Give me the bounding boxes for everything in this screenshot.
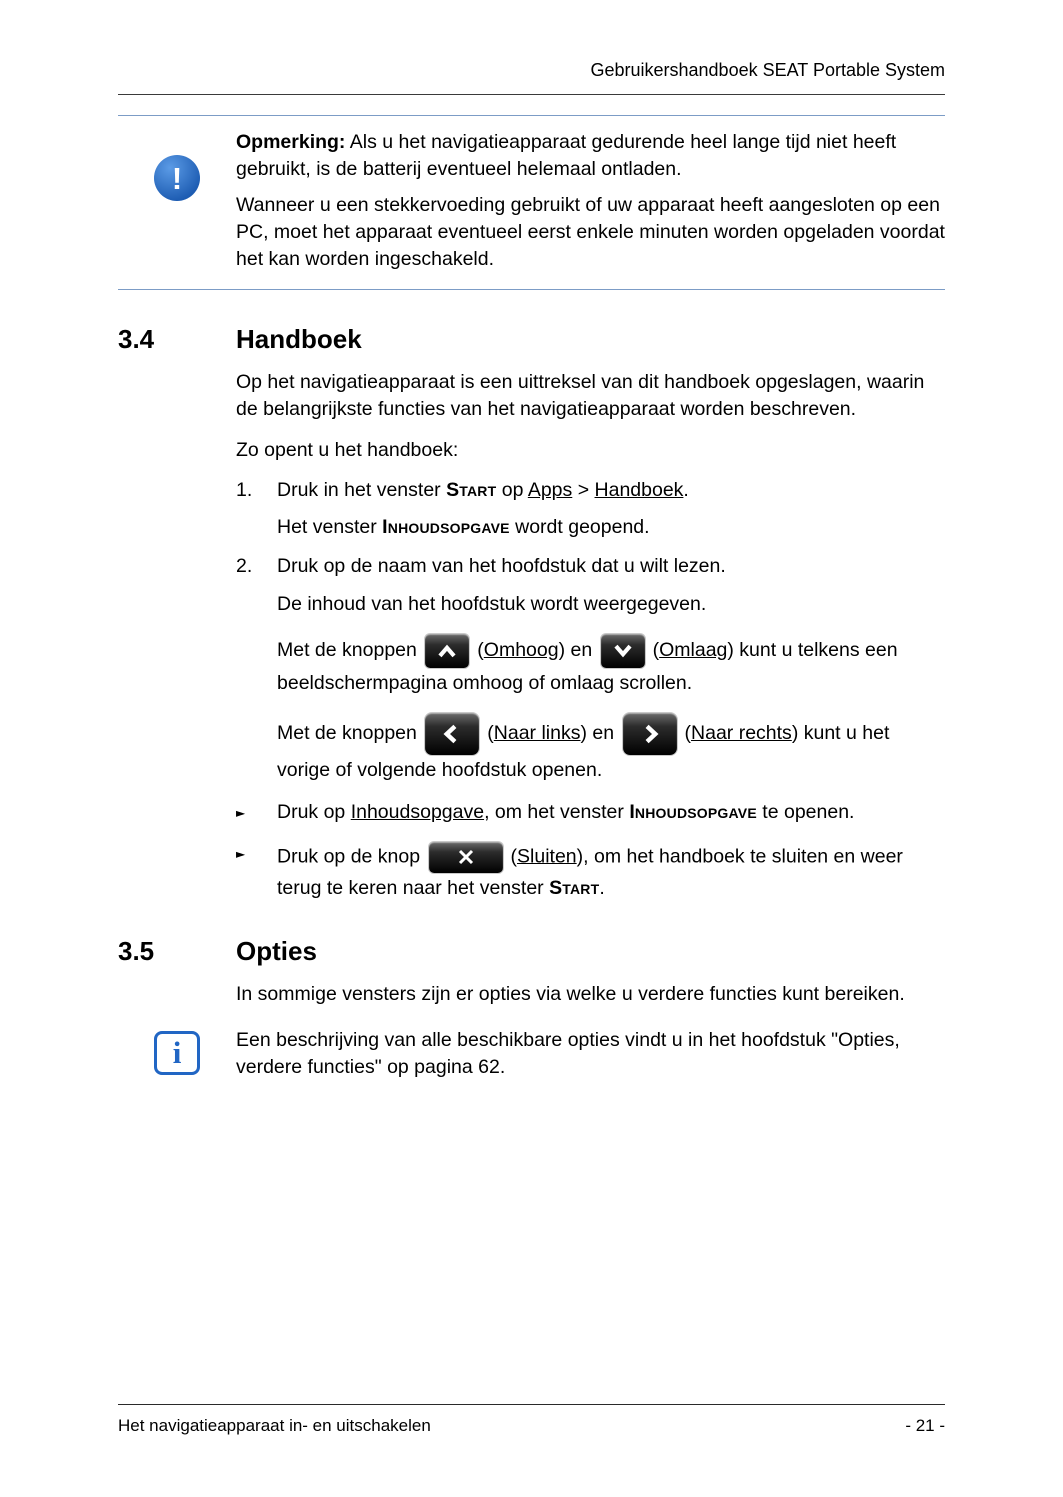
text-segment: ( [652, 639, 660, 662]
text-segment: Met de knoppen [277, 639, 423, 662]
section-number: 3.4 [118, 323, 155, 354]
bullet-text [277, 799, 945, 826]
section-title: Opties [236, 936, 317, 967]
note-block [118, 115, 945, 289]
naar-links-reference: Naar links [493, 722, 581, 745]
info-note [118, 1027, 945, 1082]
scroll-down-icon [601, 634, 645, 668]
page-left-icon [425, 713, 479, 755]
text-segment: ( [487, 722, 494, 745]
section-heading-3-5 [118, 936, 945, 967]
step-number: 1. [236, 478, 253, 501]
step-1-result [277, 514, 945, 541]
step-text: Druk op de naam van het hoofdstuk dat u wilt lezen. [277, 555, 726, 578]
text-segment: . [599, 876, 605, 899]
page-number: - 21 - [905, 1416, 945, 1435]
text-segment: ), om het handboek te sluiten en weer terug te keren naar het venster [277, 845, 903, 899]
step-2-result: De inhoud van het hoofdstuk wordt weergegeven. [277, 592, 707, 615]
footer-section-title: Het navigatieapparaat in- en uitschakelen [118, 1416, 431, 1435]
text-segment: ) kunt u telkens een beeldschermpagina omhoog of omlaag scrollen. [277, 639, 898, 694]
note-icon-column [118, 129, 236, 273]
text-segment: ( [477, 639, 484, 662]
omlaag-reference: Omlaag [659, 639, 728, 662]
section-intro: Op het navigatieapparaat is een uittreksel van dit handboek opgeslagen, waarin de belangrijkste functies van het navigatieapparaat worden beschreven. [236, 370, 925, 421]
text-segment: op [496, 478, 528, 501]
sluiten-reference: Sluiten [517, 845, 577, 868]
exclamation-icon: ! [154, 155, 200, 201]
header-rule [118, 94, 945, 95]
info-icon: i [154, 1031, 200, 1075]
text-segment: ( [684, 722, 692, 745]
naar-rechts-reference: Naar rechts [691, 722, 792, 745]
text-segment: Druk op de knop [277, 845, 426, 868]
text-segment: ( [510, 845, 518, 868]
section-number: 3.5 [118, 936, 155, 967]
info-icon-column [118, 1027, 236, 1082]
text-segment: , om het venster [484, 800, 630, 823]
chapter-buttons-paragraph [277, 711, 945, 784]
note-row [118, 129, 945, 273]
page-right-icon [623, 713, 677, 755]
text-segment: Druk in het venster [277, 478, 447, 501]
step-1 [236, 477, 945, 504]
step-2 [236, 553, 945, 580]
lead-line: Zo opent u het handboek: [236, 439, 459, 462]
text-segment: . [683, 478, 689, 501]
page-footer [118, 1404, 945, 1438]
inhoudsopgave-reference: Inhoudsopgave [350, 800, 485, 823]
bullet-inhoudsopgave [236, 799, 945, 826]
note-text [236, 129, 945, 273]
bullet-text [277, 840, 945, 902]
bullet-arrow-icon: ► [236, 846, 246, 861]
scroll-buttons-paragraph [277, 632, 945, 697]
start-window-name: Start [549, 876, 600, 899]
step-text [277, 477, 945, 504]
text-segment: Druk op [277, 800, 351, 823]
text-segment: > [572, 478, 595, 501]
bullet-arrow-icon: ► [236, 805, 246, 820]
omhoog-reference: Omhoog [483, 639, 559, 662]
scroll-up-icon [425, 634, 469, 668]
close-button-icon [429, 842, 503, 873]
info-text: Een beschrijving van alle beschikbare opties vindt u in het hoofdstuk "Opties, verdere functies" op pagina 62. [236, 1028, 900, 1078]
inhoudsopgave-window-name: Inhoudsopgave [382, 516, 510, 539]
text-segment: ) kunt u het vorige of volgende hoofdstuk openen. [277, 722, 890, 782]
text-segment: Als u het navigatieapparaat gedurende heel lange tijd niet heeft gebruikt, is de batterij eventueel helemaal ontladen. [236, 131, 897, 181]
section-heading-3-4 [118, 324, 945, 355]
text-segment: Het venster [277, 516, 383, 539]
note-label: Opmerking: [236, 131, 346, 154]
text-segment: Met de knoppen [277, 722, 423, 745]
apps-reference: Apps [527, 478, 573, 501]
text-segment: ) en [558, 639, 598, 662]
section-title: Handboek [236, 323, 362, 354]
section-intro: In sommige vensters zijn er opties via welke u verdere functies kunt bereiken. [236, 983, 905, 1006]
text-segment: wordt geopend. [509, 516, 650, 539]
bullet-sluiten [236, 840, 945, 902]
step-number: 2. [236, 555, 253, 578]
text-segment: ) en [580, 722, 620, 745]
handboek-reference: Handboek [594, 478, 684, 501]
note-paragraph-2: Wanneer u een stekkervoeding gebruikt of uw apparaat heeft aangesloten op een PC, moet het apparaat eventueel eerst enkele minuten worden opgeladen voordat het kan worden ingeschakeld. [236, 193, 945, 271]
inhoudsopgave-window-name: Inhoudsopgave [629, 800, 757, 823]
start-window-name: Start [446, 478, 497, 501]
page-header [118, 58, 945, 95]
header-title: Gebruikershandboek SEAT Portable System [590, 60, 945, 80]
text-segment: te openen. [756, 800, 855, 823]
note-paragraph-1 [236, 129, 945, 184]
